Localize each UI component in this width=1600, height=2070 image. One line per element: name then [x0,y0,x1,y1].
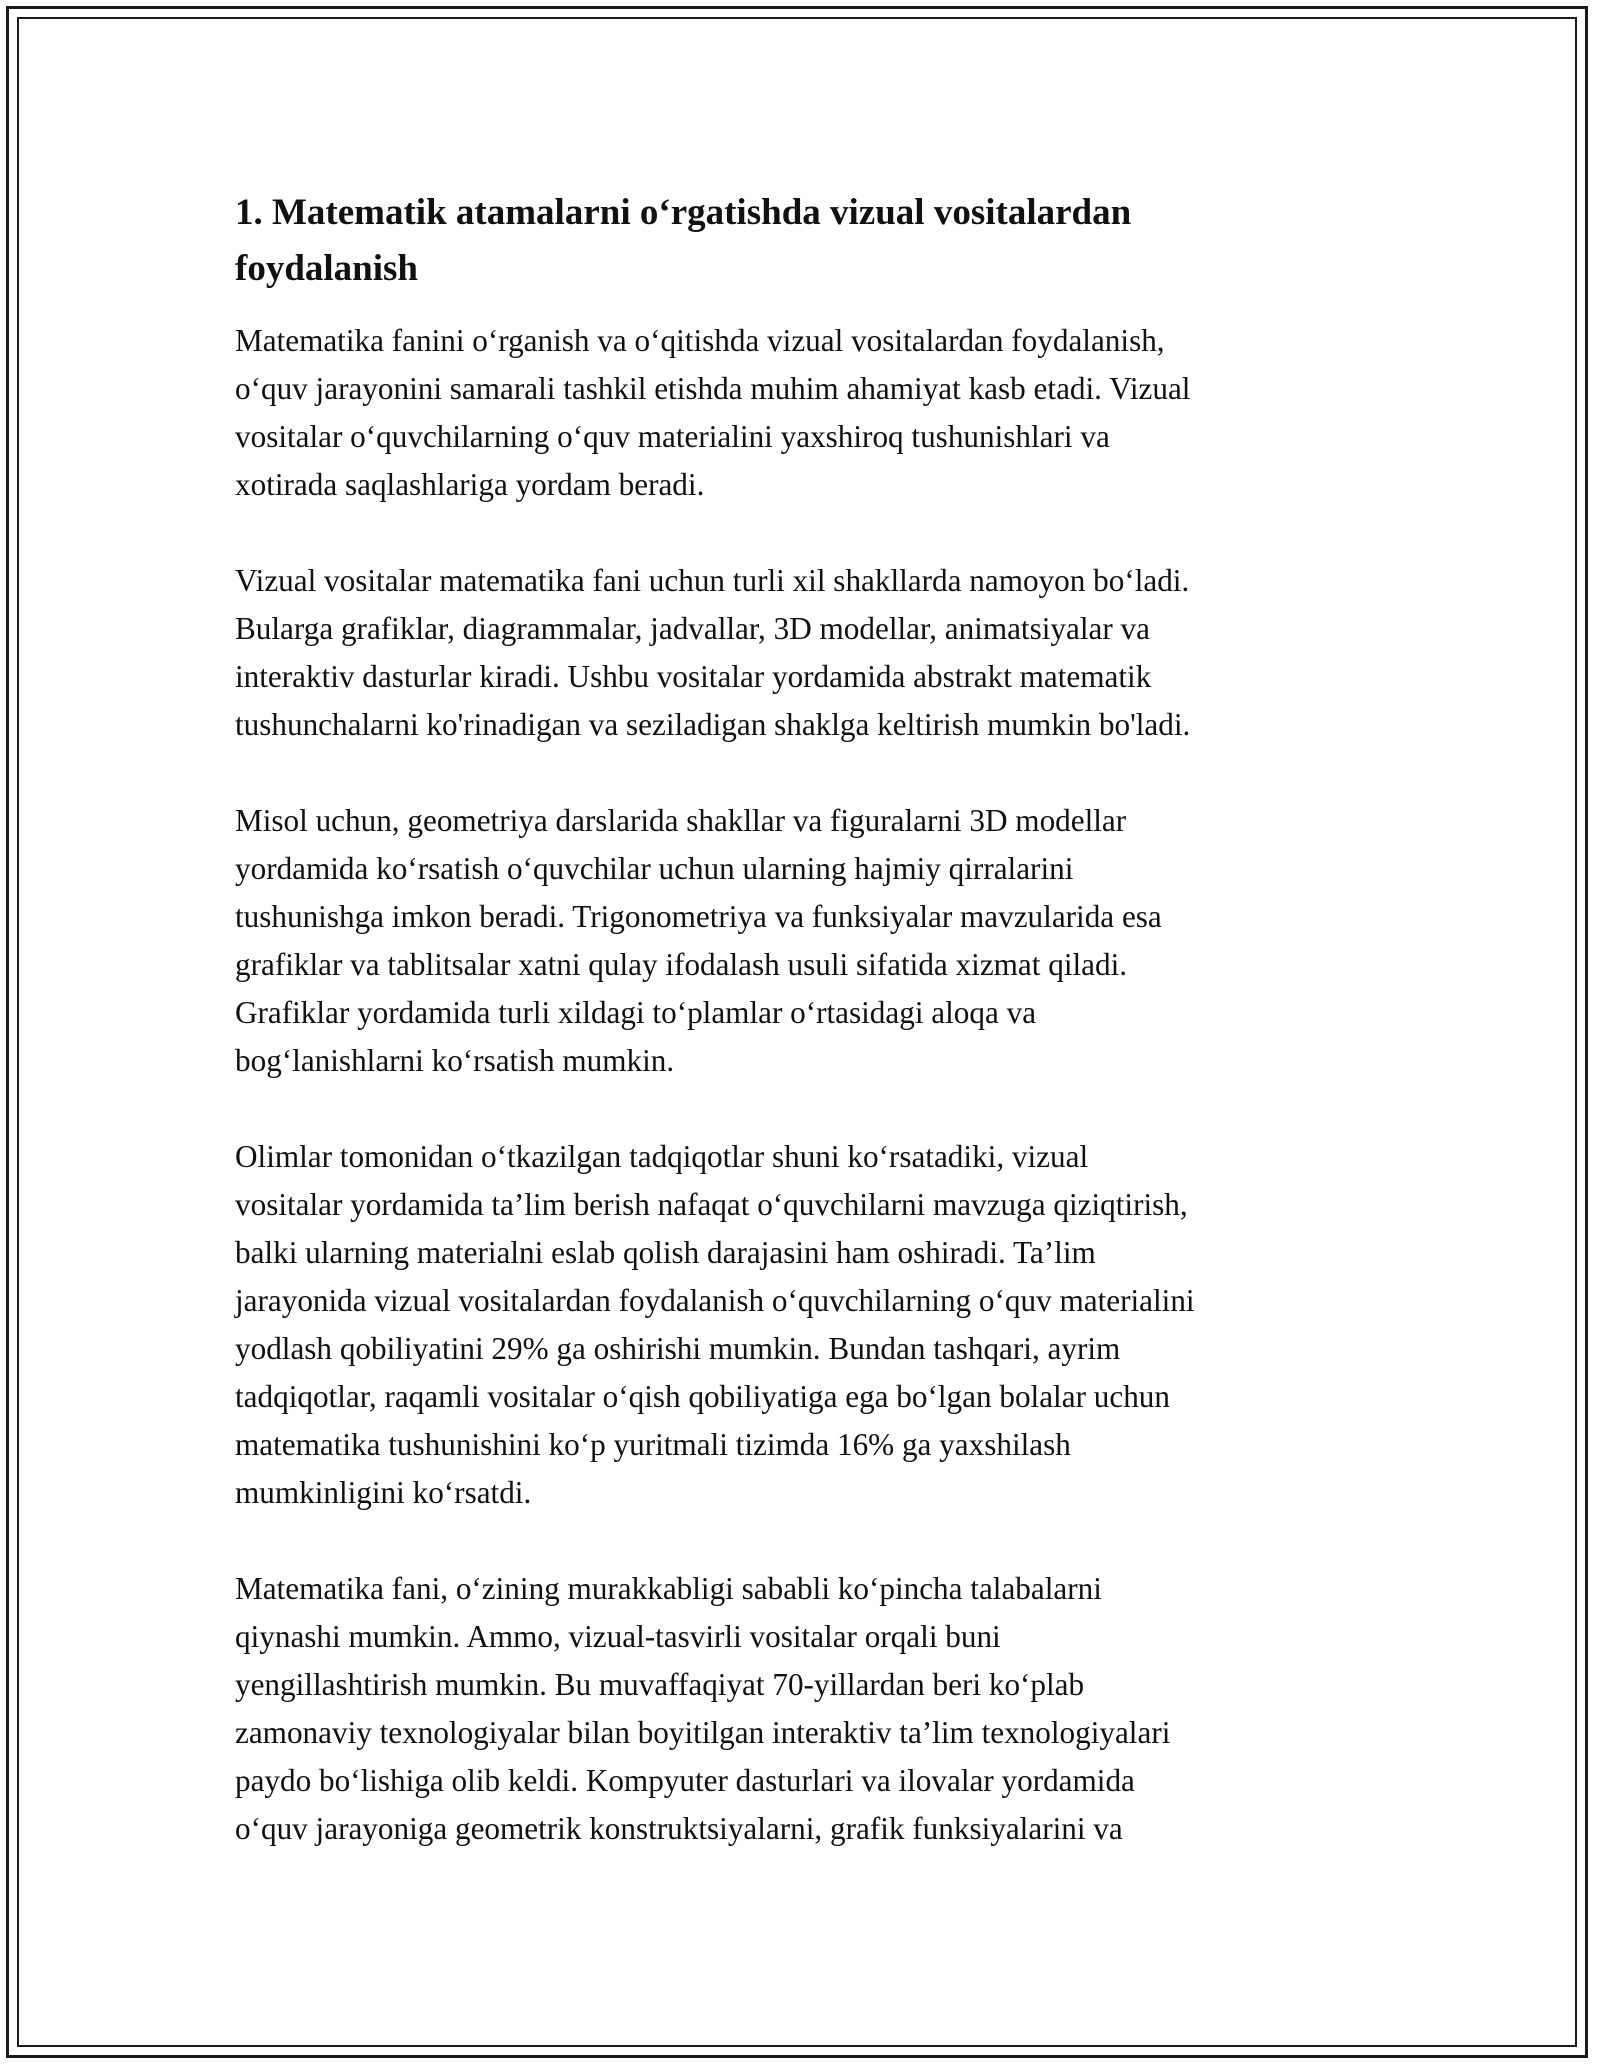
text-line: yengillashtirish mumkin. Bu muvaffaqiyat 70-yillardan beri ko‘plab [235,1667,1085,1702]
section-heading [235,185,1380,297]
text-line: tushunchalarni ko'rinadigan va seziladigan shaklga keltirish mumkin bo'ladi. [235,707,1191,742]
text-line: paydo bo‘lishiga olib keldi. Kompyuter dasturlari va ilovalar yordamida [235,1763,1135,1798]
heading-line: foydalanish [235,248,419,289]
text-line: bog‘lanishlarni ko‘rsatish mumkin. [235,1043,675,1078]
paragraph-5 [235,1565,1380,1853]
text-line: o‘quv jarayoniga geometrik konstruktsiyalarni, grafik funksiyalarini va [235,1811,1123,1846]
paragraph-4 [235,1133,1380,1517]
paragraph-3 [235,797,1380,1085]
heading-line: 1. Matematik atamalarni o‘rgatishda vizual vositalardan [235,192,1132,233]
text-line: Grafiklar yordamida turli xildagi to‘plamlar o‘rtasidagi aloqa va [235,995,1037,1030]
text-line: Vizual vositalar matematika fani uchun turli xil shakllarda namoyon bo‘ladi. [235,563,1190,598]
text-line: Matematika fani, o‘zining murakkabligi sababli ko‘pincha talabalarni [235,1571,1102,1606]
text-line: zamonaviy texnologiyalar bilan boyitilgan interaktiv ta’lim texnologiyalari [235,1715,1171,1750]
text-line: grafiklar va tablitsalar xatni qulay ifodalash usuli sifatida xizmat qiladi. [235,947,1128,982]
document-body [235,185,1380,1853]
text-line: mumkinligini ko‘rsatdi. [235,1475,532,1510]
text-line: qiynashi mumkin. Ammo, vizual-tasvirli vositalar orqali buni [235,1619,1001,1654]
text-line: yordamida ko‘rsatish o‘quvchilar uchun ularning hajmiy qirralarini [235,851,1074,886]
text-line: interaktiv dasturlar kiradi. Ushbu vositalar yordamida abstrakt matematik [235,659,1152,694]
text-line: Olimlar tomonidan o‘tkazilgan tadqiqotlar shuni ko‘rsatadiki, vizual [235,1139,1089,1174]
paragraph-1 [235,317,1380,509]
text-line: o‘quv jarayonini samarali tashkil etishda muhim ahamiyat kasb etadi. Vizual [235,371,1191,406]
text-line: vositalar o‘quvchilarning o‘quv materialini yaxshiroq tushunishlari va [235,419,1110,454]
text-line: yodlash qobiliyatini 29% ga oshirishi mumkin. Bundan tashqari, ayrim [235,1331,1121,1366]
text-line: tadqiqotlar, raqamli vositalar o‘qish qobiliyatiga ega bo‘lgan bolalar uchun [235,1379,1170,1414]
text-line: jarayonida vizual vositalardan foydalanish o‘quvchilarning o‘quv materialini [235,1283,1195,1318]
text-line: Misol uchun, geometriya darslarida shakllar va figuralarni 3D modellar [235,803,1127,838]
text-line: tushunishga imkon beradi. Trigonometriya va funksiyalar mavzularida esa [235,899,1162,934]
text-line: xotirada saqlashlariga yordam beradi. [235,467,705,502]
text-line: balki ularning materialni eslab qolish darajasini ham oshiradi. Ta’lim [235,1235,1096,1270]
text-line: Matematika fanini o‘rganish va o‘qitishda vizual vositalardan foydalanish, [235,323,1165,358]
paragraph-2 [235,557,1380,749]
text-line: Bularga grafiklar, diagrammalar, jadvallar, 3D modellar, animatsiyalar va [235,611,1150,646]
text-line: matematika tushunishini ko‘p yuritmali tizimda 16% ga yaxshilash [235,1427,1071,1462]
text-line: vositalar yordamida ta’lim berish nafaqat o‘quvchilarni mavzuga qiziqtirish, [235,1187,1188,1222]
